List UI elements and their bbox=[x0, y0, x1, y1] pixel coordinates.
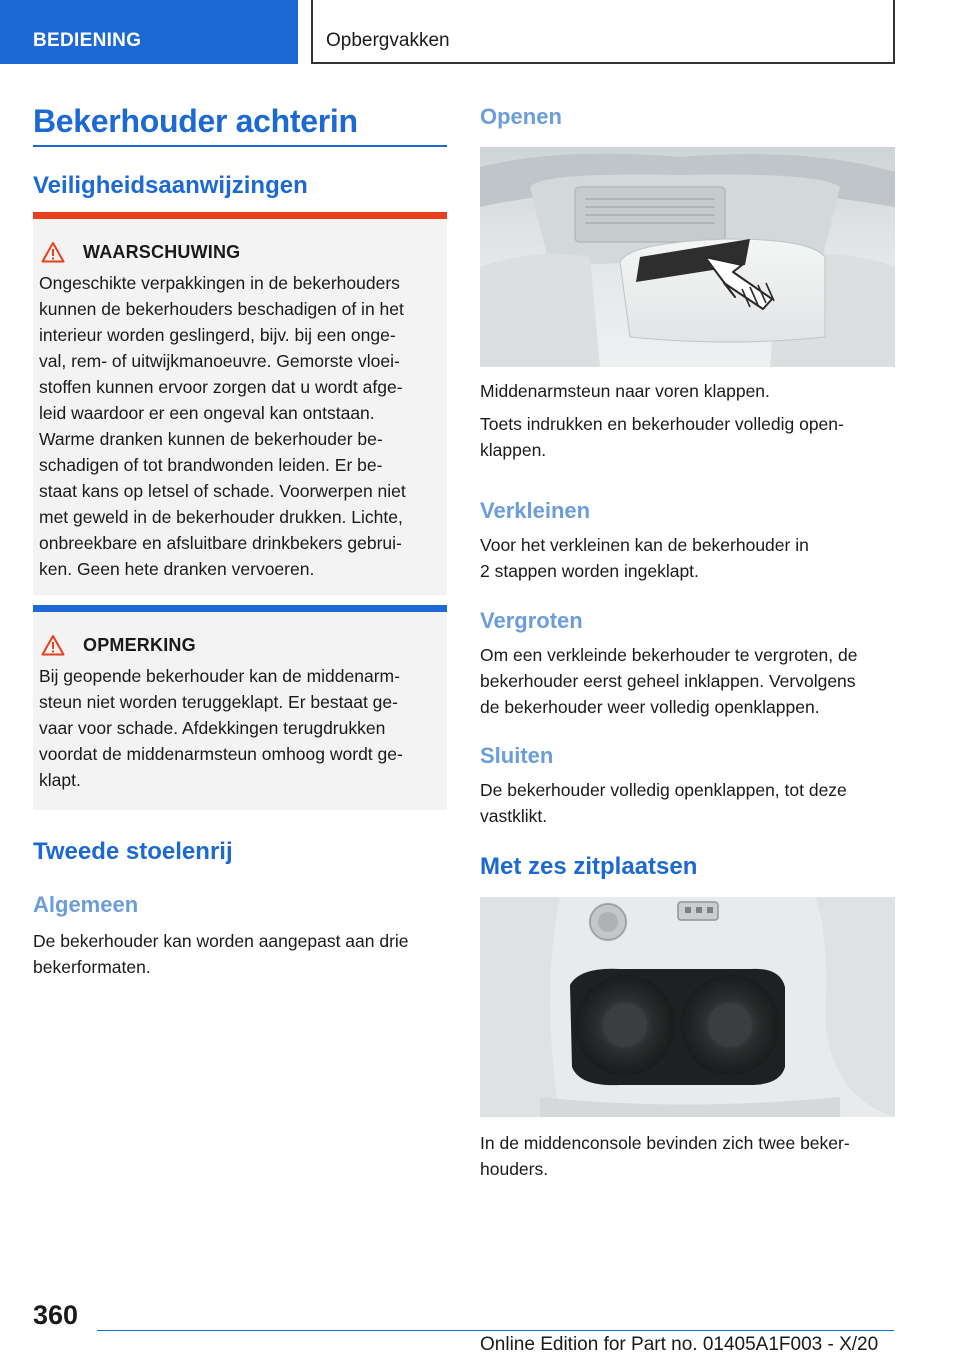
close-heading: Sluiten bbox=[480, 743, 554, 768]
text-line: Ongeschikte verpakkingen in de bekerhouders bbox=[39, 273, 400, 293]
text-line: bekerhouder eerst geheel inklappen. Vervolgens bbox=[480, 671, 856, 691]
text-line: onbreekbare en afsluitbare drinkbekers gebrui- bbox=[39, 533, 402, 553]
safety-heading: Veiligheidsaanwijzingen bbox=[33, 172, 308, 199]
text-line: vaar voor schade. Afdekkingen terugdrukken bbox=[39, 718, 386, 738]
text-line: De bekerhouder kan worden aangepast aan drie bbox=[33, 931, 409, 951]
warning-bar bbox=[33, 212, 447, 219]
text-line: Middenarmsteun naar voren klappen. bbox=[480, 381, 770, 401]
note-bar bbox=[33, 605, 447, 612]
text-line: kunnen de bekerhouders beschadigen of in het bbox=[39, 299, 404, 319]
warning-triangle-icon bbox=[41, 241, 65, 263]
section-label: BEDIENING bbox=[33, 30, 142, 51]
text-line: Voor het verkleinen kan de bekerhouder in bbox=[480, 535, 809, 555]
console-text bbox=[480, 1130, 895, 1182]
shrink-heading: Verkleinen bbox=[480, 498, 591, 523]
title-rule bbox=[33, 145, 447, 147]
armrest-illustration bbox=[480, 147, 895, 367]
cupholder-illustration bbox=[480, 897, 895, 1117]
text-line: In de middenconsole bevinden zich twee beker- bbox=[480, 1133, 850, 1153]
page-number: 360 bbox=[33, 1300, 79, 1330]
second-row-heading: Tweede stoelenrij bbox=[33, 838, 233, 865]
warning-text bbox=[39, 270, 443, 582]
open-heading: Openen bbox=[480, 104, 562, 129]
text-line: bekerformaten. bbox=[33, 957, 151, 977]
enlarge-text bbox=[480, 642, 895, 720]
warning-box bbox=[33, 212, 447, 595]
open-text bbox=[480, 378, 895, 463]
armrest-photo bbox=[480, 147, 895, 367]
text-line: Om een verkleinde bekerhouder te vergroten, de bbox=[480, 645, 858, 665]
text-line: klappen. bbox=[480, 440, 547, 460]
chapter-tab bbox=[311, 0, 895, 64]
text-line: De bekerhouder volledig openklappen, tot deze bbox=[480, 780, 847, 800]
text-line: vastklikt. bbox=[480, 806, 548, 826]
close-text bbox=[480, 777, 895, 829]
text-line: stoffen kunnen ervoor zorgen dat u wordt afge- bbox=[39, 377, 403, 397]
text-line: schadigen of tot brandwonden leiden. Er be- bbox=[39, 455, 383, 475]
text-line: steun niet worden teruggeklapt. Er bestaat ge- bbox=[39, 692, 398, 712]
text-line: ken. Geen hete dranken vervoeren. bbox=[39, 559, 315, 579]
general-text bbox=[33, 928, 447, 980]
shrink-text bbox=[480, 532, 895, 584]
warning-triangle-icon bbox=[41, 634, 65, 656]
chapter-label: Opbergvakken bbox=[326, 30, 450, 51]
enlarge-heading: Vergroten bbox=[480, 608, 583, 633]
cupholder-photo bbox=[480, 897, 895, 1117]
general-heading: Algemeen bbox=[33, 892, 139, 917]
page-title: Bekerhouder achterin bbox=[33, 103, 358, 139]
text-line: de bekerhouder weer volledig openklappen. bbox=[480, 697, 820, 717]
warning-title: WAARSCHUWING bbox=[83, 241, 241, 262]
text-line: Bij geopende bekerhouder kan de middenarm- bbox=[39, 666, 400, 686]
text-line: met geweld in de bekerhouder drukken. Lichte, bbox=[39, 507, 403, 527]
note-box bbox=[33, 605, 447, 810]
text-line: interieur worden geslingerd, bijv. bij een onge- bbox=[39, 325, 396, 345]
edition-text: Online Edition for Part no. 01405A1F003 - X/20 bbox=[480, 1334, 879, 1355]
note-title: OPMERKING bbox=[83, 634, 196, 655]
section-tab bbox=[0, 0, 298, 64]
text-line: staat kans op letsel of schade. Voorwerpen niet bbox=[39, 481, 406, 501]
text-line: val, rem- of uitwijkmanoeuvre. Gemorste vloei- bbox=[39, 351, 400, 371]
text-line: leid waardoor er een ongeval kan ontstaan. bbox=[39, 403, 375, 423]
text-line: Toets indrukken en bekerhouder volledig open- bbox=[480, 414, 844, 434]
six-seats-heading: Met zes zitplaatsen bbox=[480, 853, 698, 880]
text-line: klapt. bbox=[39, 770, 81, 790]
text-line: 2 stappen worden ingeklapt. bbox=[480, 561, 699, 581]
note-text bbox=[39, 663, 443, 793]
footer-rule bbox=[97, 1330, 894, 1331]
text-line: Warme dranken kunnen de bekerhouder be- bbox=[39, 429, 383, 449]
text-line: houders. bbox=[480, 1159, 549, 1179]
text-line: voordat de middenarmsteun omhoog wordt ge- bbox=[39, 744, 403, 764]
